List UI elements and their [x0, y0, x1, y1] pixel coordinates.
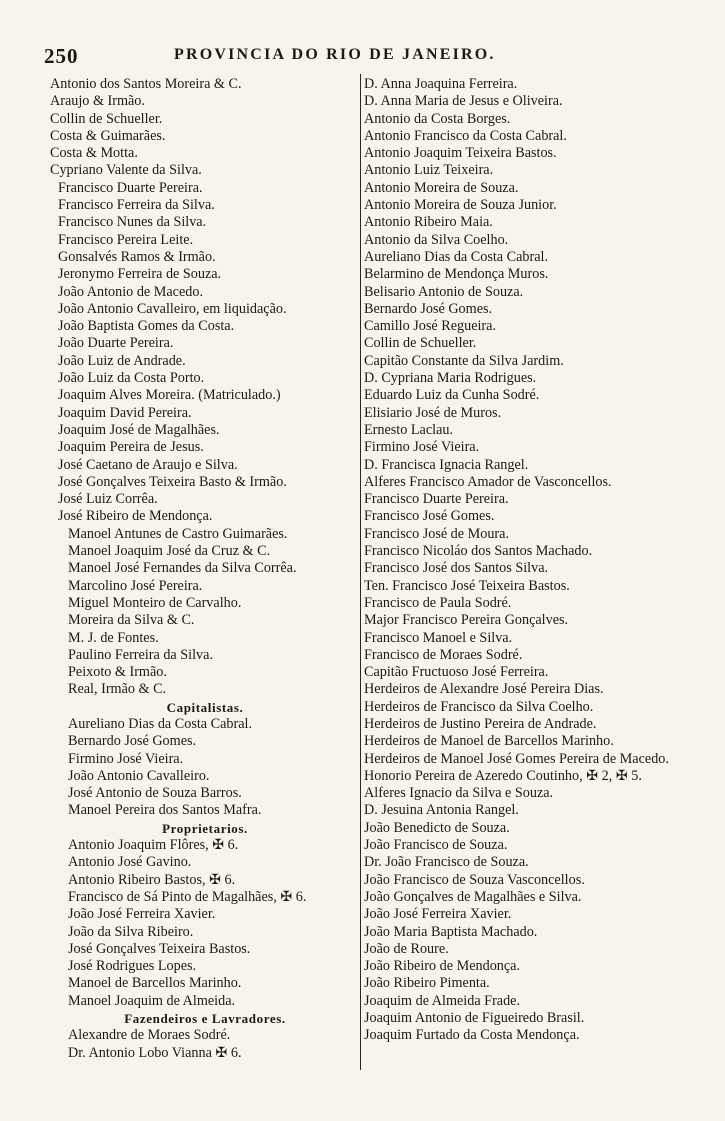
- directory-entry: Francisco José de Moura.: [364, 525, 509, 542]
- directory-entry: João Antonio Cavalleiro, em liquidação.: [58, 300, 287, 317]
- directory-entry: João Francisco de Souza Vasconcellos.: [364, 871, 585, 888]
- left-column: [50, 76, 360, 1062]
- directory-entry: Cypriano Valente da Silva.: [50, 162, 202, 179]
- directory-entry: D. Cypriana Maria Rodrigues.: [364, 370, 537, 387]
- directory-entry: Herdeiros de Manoel José Gomes Pereira de Macedo.: [364, 750, 669, 767]
- directory-entry: Francisco Manoel e Silva.: [364, 629, 513, 646]
- directory-entry: D. Anna Joaquina Ferreira.: [364, 76, 518, 92]
- directory-entry: Collin de Schueller.: [364, 335, 477, 352]
- directory-entry: Alexandre de Moraes Sodré.: [68, 1027, 231, 1044]
- directory-entry: Firmino José Vieira.: [364, 439, 480, 456]
- directory-entry: Antonio Ribeiro Bastos, ✠ 6.: [68, 871, 236, 888]
- directory-entry: Manoel Joaquim de Almeida.: [68, 992, 236, 1009]
- directory-entry: João Ribeiro Pimenta.: [364, 975, 490, 992]
- directory-entry: José Antonio de Souza Barros.: [68, 785, 242, 802]
- directory-entry: Camillo José Regueira.: [364, 318, 496, 335]
- directory-entry: Francisco Nunes da Silva.: [58, 214, 207, 231]
- directory-entry: Collin de Schueller.: [50, 110, 163, 127]
- directory-entry: Antonio Moreira de Souza.: [364, 179, 519, 196]
- directory-entry: Araujo & Irmão.: [50, 93, 145, 110]
- directory-entry: Antonio Moreira de Souza Junior.: [364, 197, 557, 214]
- directory-entry: João José Ferreira Xavier.: [364, 906, 512, 923]
- directory-entry: Herdeiros de Alexandre José Pereira Dias.: [364, 681, 604, 698]
- section-heading: Fazendeiros e Lavradores.: [124, 1011, 286, 1027]
- directory-entry: José Gonçalves Teixeira Basto & Irmão.: [58, 473, 287, 490]
- directory-entry: Antonio Luiz Teixeira.: [364, 162, 494, 179]
- directory-entry: D. Anna Maria de Jesus e Oliveira.: [364, 93, 563, 110]
- directory-entry: José Caetano de Araujo e Silva.: [58, 456, 238, 473]
- directory-entry: Antonio Joaquim Teixeira Bastos.: [364, 145, 557, 162]
- directory-entry: José Ribeiro de Mendonça.: [58, 508, 213, 525]
- directory-entry: João Antonio de Macedo.: [58, 283, 203, 300]
- directory-entry: Ten. Francisco José Teixeira Bastos.: [364, 577, 570, 594]
- directory-entry: M. J. de Fontes.: [68, 629, 159, 646]
- directory-entry: Bernardo José Gomes.: [68, 733, 197, 750]
- directory-entry: Francisco José dos Santos Silva.: [364, 560, 549, 577]
- directory-entry: José Luiz Corrêa.: [58, 491, 158, 508]
- directory-entry: Francisco Nicoláo dos Santos Machado.: [364, 543, 593, 560]
- directory-entry: Francisco Pereira Leite.: [58, 231, 194, 248]
- directory-entry: Alferes Francisco Amador de Vasconcellos.: [364, 473, 612, 490]
- running-title: PROVINCIA DO RIO DE JANEIRO.: [174, 46, 496, 63]
- directory-entry: D. Francisca Ignacia Rangel.: [364, 456, 529, 473]
- directory-entry: Herdeiros de Francisco da Silva Coelho.: [364, 698, 594, 715]
- directory-entry: D. Jesuina Antonia Rangel.: [364, 802, 519, 819]
- directory-entry: João Gonçalves de Magalhães e Silva.: [364, 888, 582, 905]
- directory-entry: Aureliano Dias da Costa Cabral.: [364, 248, 548, 265]
- directory-entry: Antonio Joaquim Flôres, ✠ 6.: [68, 837, 239, 854]
- directory-entry: Peixoto & Irmão.: [68, 664, 167, 681]
- directory-entry: Antonio Ribeiro Maia.: [364, 214, 493, 231]
- directory-entry: João de Roure.: [364, 940, 449, 957]
- directory-entry: João Luiz de Andrade.: [58, 352, 186, 369]
- directory-entry: Gonsalvés Ramos & Irmão.: [58, 248, 216, 265]
- directory-entry: Costa & Guimarães.: [50, 127, 166, 144]
- directory-entry: Moreira da Silva & C.: [68, 612, 195, 629]
- directory-entry: Aureliano Dias da Costa Cabral.: [68, 715, 252, 732]
- directory-entry: Jeronymo Ferreira de Souza.: [58, 266, 222, 283]
- directory-entry: Major Francisco Pereira Gonçalves.: [364, 612, 569, 629]
- right-column: [364, 76, 694, 1045]
- directory-entry: Francisco Ferreira da Silva.: [58, 197, 215, 214]
- directory-entry: João da Silva Ribeiro.: [68, 923, 194, 940]
- directory-entry: Dr. Antonio Lobo Vianna ✠ 6.: [68, 1044, 242, 1061]
- column-divider: [360, 74, 361, 1070]
- directory-entry: Francisco de Sá Pinto de Magalhães, ✠ 6.: [68, 888, 307, 905]
- directory-entry: Antonio dos Santos Moreira & C.: [50, 76, 242, 92]
- directory-entry: Herdeiros de Justino Pereira de Andrade.: [364, 715, 597, 732]
- directory-entry: Firmino José Vieira.: [68, 750, 184, 767]
- directory-entry: Francisco de Paula Sodré.: [364, 594, 512, 611]
- directory-entry: Joaquim Antonio de Figueiredo Brasil.: [364, 1010, 585, 1027]
- directory-entry: Joaquim José de Magalhães.: [58, 421, 220, 438]
- directory-entry: Francisco de Moraes Sodré.: [364, 646, 523, 663]
- directory-entry: Joaquim Alves Moreira. (Matriculado.): [58, 387, 281, 404]
- directory-entry: João Francisco de Souza.: [364, 837, 508, 854]
- directory-entry: José Rodrigues Lopes.: [68, 958, 197, 975]
- directory-entry: Joaquim de Almeida Frade.: [364, 992, 521, 1009]
- directory-entry: João José Ferreira Xavier.: [68, 906, 216, 923]
- directory-entry: Manoel Pereira dos Santos Mafra.: [68, 802, 262, 819]
- directory-entry: Joaquim Furtado da Costa Mendonça.: [364, 1027, 580, 1044]
- directory-entry: Manoel de Barcellos Marinho.: [68, 975, 242, 992]
- directory-entry: Francisco José Gomes.: [364, 508, 495, 525]
- directory-entry: Joaquim Pereira de Jesus.: [58, 439, 204, 456]
- directory-entry: Joaquim David Pereira.: [58, 404, 192, 421]
- directory-entry: Antonio da Silva Coelho.: [364, 231, 509, 248]
- directory-entry: Ernesto Laclau.: [364, 421, 454, 438]
- page-header: [0, 44, 725, 68]
- section-heading: Proprietarios.: [162, 820, 248, 836]
- page-number: 250: [44, 44, 79, 68]
- directory-entry: Alferes Ignacio da Silva e Souza.: [364, 785, 554, 802]
- directory-entry: Dr. João Francisco de Souza.: [364, 854, 529, 871]
- section-heading: Capitalistas.: [166, 699, 244, 715]
- directory-entry: João Benedicto de Souza.: [364, 819, 510, 836]
- directory-entry: Miguel Monteiro de Carvalho.: [68, 594, 242, 611]
- directory-entry: João Baptista Gomes da Costa.: [58, 318, 235, 335]
- directory-entry: Paulino Ferreira da Silva.: [68, 646, 213, 663]
- directory-entry: Belarmino de Mendonça Muros.: [364, 266, 549, 283]
- directory-entry: Honorio Pereira de Azeredo Coutinho, ✠ 2, ✠ 5.: [364, 767, 642, 784]
- directory-entry: Elisiario José de Muros.: [364, 404, 502, 421]
- directory-entry: José Gonçalves Teixeira Bastos.: [68, 940, 251, 957]
- directory-entry: Herdeiros de Manoel de Barcellos Marinho.: [364, 733, 614, 750]
- directory-entry: João Antonio Cavalleiro.: [68, 767, 210, 784]
- directory-entry: Capitão Fructuoso José Ferreira.: [364, 664, 549, 681]
- directory-entry: Francisco Duarte Pereira.: [58, 179, 203, 196]
- directory-entry: Manoel Joaquim José da Cruz & C.: [68, 543, 271, 560]
- directory-entry: Capitão Constante da Silva Jardim.: [364, 352, 564, 369]
- directory-entry: João Maria Baptista Machado.: [364, 923, 538, 940]
- directory-entry: Manoel Antunes de Castro Guimarães.: [68, 525, 288, 542]
- directory-entry: Belisario Antonio de Souza.: [364, 283, 524, 300]
- directory-entry: Antonio José Gavino.: [68, 854, 192, 871]
- directory-entry: Costa & Motta.: [50, 145, 138, 162]
- directory-entry: João Ribeiro de Mendonça.: [364, 958, 521, 975]
- directory-entry: Eduardo Luiz da Cunha Sodré.: [364, 387, 540, 404]
- directory-entry: Antonio Francisco da Costa Cabral.: [364, 127, 567, 144]
- directory-entry: Real, Irmão & C.: [68, 681, 167, 698]
- directory-entry: Antonio da Costa Borges.: [364, 110, 511, 127]
- directory-entry: Manoel José Fernandes da Silva Corrêa.: [68, 560, 297, 577]
- directory-entry: João Luiz da Costa Porto.: [58, 370, 205, 387]
- directory-entry: Bernardo José Gomes.: [364, 300, 493, 317]
- directory-entry: João Duarte Pereira.: [58, 335, 174, 352]
- directory-entry: Marcolino José Pereira.: [68, 577, 203, 594]
- directory-entry: Francisco Duarte Pereira.: [364, 491, 509, 508]
